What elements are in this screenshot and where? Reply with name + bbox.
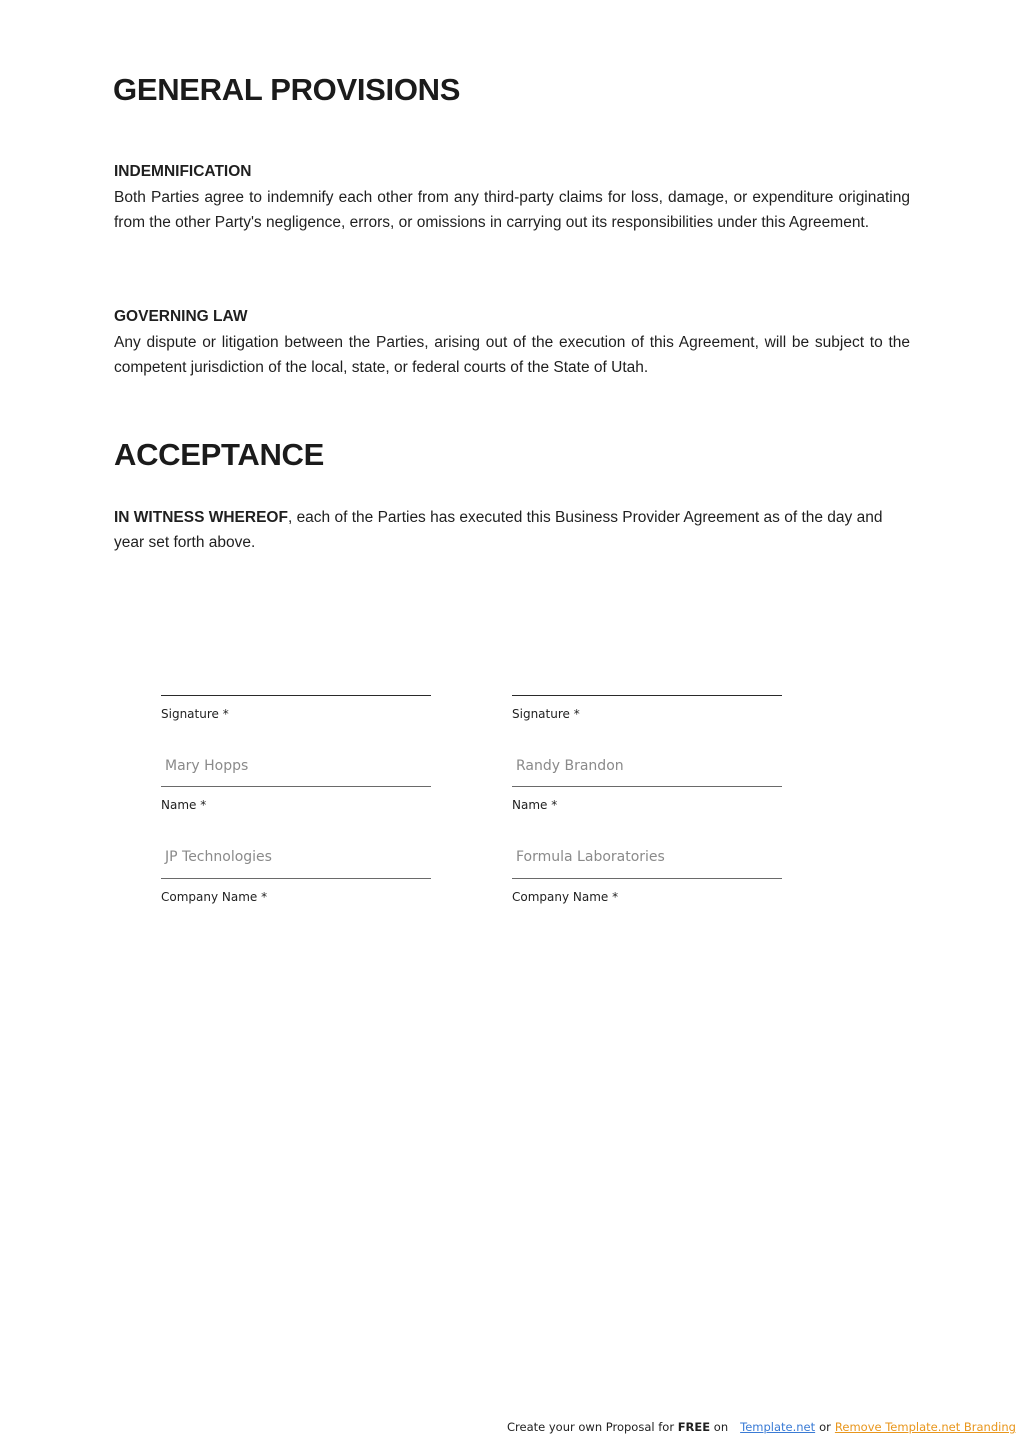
company-name-label: Company Name * [161, 890, 268, 904]
general-provisions-title: GENERAL PROVISIONS [113, 72, 461, 107]
governing-law-text: Any dispute or litigation between the Parties, arising out of the execution of this Agreement, will be subject to the competent jurisdiction of the local, state, or federal courts of the State of Utah. [114, 334, 910, 376]
company-name-field[interactable]: JP Technologies [165, 849, 272, 865]
company-name-field-underline [512, 878, 782, 879]
acceptance-title: ACCEPTANCE [114, 437, 324, 472]
footer-free: FREE [677, 1420, 711, 1434]
governing-law-heading: GOVERNING LAW [114, 308, 248, 325]
witness-rest: , each of the Parties has executed this Business Provider Agreement as of the day and year set forth above. [114, 509, 883, 551]
signature-label: Signature * [161, 707, 229, 721]
footer-on: on [710, 1420, 729, 1434]
company-name-field[interactable]: Formula Laboratories [516, 849, 665, 865]
footer-branding [507, 1420, 1016, 1434]
name-field-underline [512, 786, 782, 787]
name-label: Name * [512, 798, 558, 812]
indemnification-text: Both Parties agree to indemnify each other from any third-party claims for loss, damage, or expenditure originating from the other Party's negligence, errors, or omissions in carrying out its responsibilities under this Agreement. [114, 189, 910, 231]
signature-line[interactable] [161, 695, 431, 696]
name-label: Name * [161, 798, 207, 812]
signature-line[interactable] [512, 695, 782, 696]
footer-or: or [819, 1420, 831, 1434]
name-field-underline [161, 786, 431, 787]
footer-prefix: Create your own Proposal for [507, 1420, 678, 1434]
company-name-label: Company Name * [512, 890, 619, 904]
witness-bold: IN WITNESS WHEREOF [114, 509, 288, 526]
remove-branding-link[interactable]: Remove Template.net Branding [834, 1420, 1016, 1434]
witness-paragraph [114, 505, 894, 555]
name-field[interactable]: Randy Brandon [516, 758, 624, 774]
signature-label: Signature * [512, 707, 580, 721]
template-net-link[interactable]: Template.net [740, 1420, 816, 1434]
indemnification-heading: INDEMNIFICATION [114, 163, 252, 180]
company-name-field-underline [161, 878, 431, 879]
name-field[interactable]: Mary Hopps [165, 758, 249, 774]
